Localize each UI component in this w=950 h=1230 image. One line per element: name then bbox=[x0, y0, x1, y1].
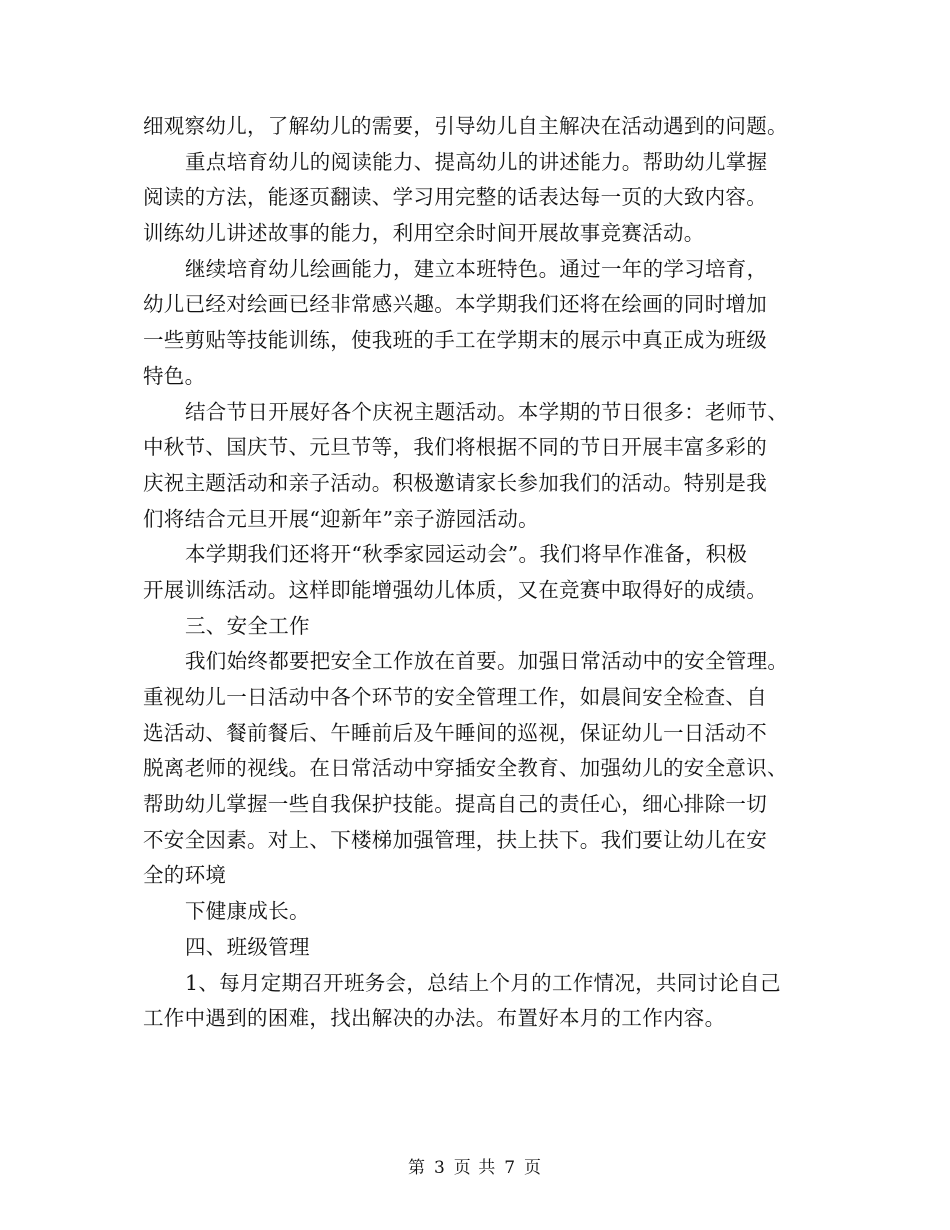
footer-page-number: 3 bbox=[433, 1158, 446, 1178]
footer-prefix: 第 bbox=[407, 1158, 426, 1178]
footer-total-pages: 7 bbox=[504, 1158, 517, 1178]
text-line: 特色。 bbox=[143, 363, 206, 388]
text-line: 重视幼儿一日活动中各个环节的安全管理工作，如晨间安全检查、自 bbox=[143, 685, 767, 709]
text-line: 工作中遇到的困难，找出解决的办法。布置好本月的工作内容。 bbox=[143, 1006, 726, 1031]
text-line: 三、安全工作 bbox=[185, 613, 310, 638]
document-body bbox=[143, 109, 813, 1037]
text-line: 庆祝主题活动和亲子活动。积极邀请家长参加我们的活动。特别是我 bbox=[143, 470, 767, 495]
text-line: 中秋节、国庆节、元旦节等，我们将根据不同的节日开展丰富多彩的 bbox=[143, 435, 767, 460]
text-line: 一些剪贴等技能训练，使我班的手工在学期末的展示中真正成为班级 bbox=[143, 328, 767, 353]
text-line: 细观察幼儿，了解幼儿的需要，引导幼儿自主解决在活动遇到的问题。 bbox=[143, 114, 788, 138]
text-line: 本学期我们还将开“秋季家园运动会”。我们将早作准备，积极 bbox=[185, 542, 748, 567]
text-line: 阅读的方法，能逐页翻读、学习用完整的话表达每一页的大致内容。 bbox=[143, 185, 767, 210]
text-line: 脱离老师的视线。在日常活动中穿插安全教育、加强幼儿的安全意识、 bbox=[143, 756, 788, 781]
text-line: 不安全因素。对上、下楼梯加强管理，扶上扶下。我们要让幼儿在安 bbox=[143, 827, 767, 852]
footer-suffix: 页 bbox=[524, 1158, 543, 1178]
text-line: 幼儿已经对绘画已经非常感兴趣。本学期我们还将在绘画的同时增加 bbox=[143, 292, 767, 317]
text-line: 我们始终都要把安全工作放在首要。加强日常活动中的安全管理。 bbox=[185, 649, 789, 674]
text-line: 下健康成长。 bbox=[185, 899, 310, 924]
text-line: 重点培育幼儿的阅读能力、提高幼儿的讲述能力。帮助幼儿掌握 bbox=[185, 149, 768, 174]
text-line: 帮助幼儿掌握一些自我保护技能。提高自己的责任心，细心排除一切 bbox=[143, 792, 767, 817]
page-footer bbox=[0, 1153, 950, 1178]
text-line: 1、每月定期召开班务会，总结上个月的工作情况，共同讨论自己 bbox=[185, 970, 781, 995]
text-line: 们将结合元旦开展“迎新年”亲子游园活动。 bbox=[143, 506, 539, 531]
text-line: 训练幼儿讲述故事的能力，利用空余时间开展故事竞赛活动。 bbox=[143, 221, 705, 246]
text-line: 全的环境 bbox=[143, 863, 227, 888]
text-line: 选活动、餐前餐后、午睡前后及午睡间的巡视，保证幼儿一日活动不 bbox=[143, 720, 767, 745]
text-line: 继续培育幼儿绘画能力，建立本班特色。通过一年的学习培育， bbox=[185, 256, 768, 281]
text-line: 四、班级管理 bbox=[185, 934, 310, 959]
text-line: 开展训练活动。这样即能增强幼儿体质，又在竞赛中取得好的成绩。 bbox=[143, 577, 767, 602]
footer-middle: 页 共 bbox=[453, 1158, 497, 1178]
text-line: 结合节日开展好各个庆祝主题活动。本学期的节日很多：老师节、 bbox=[185, 399, 789, 424]
